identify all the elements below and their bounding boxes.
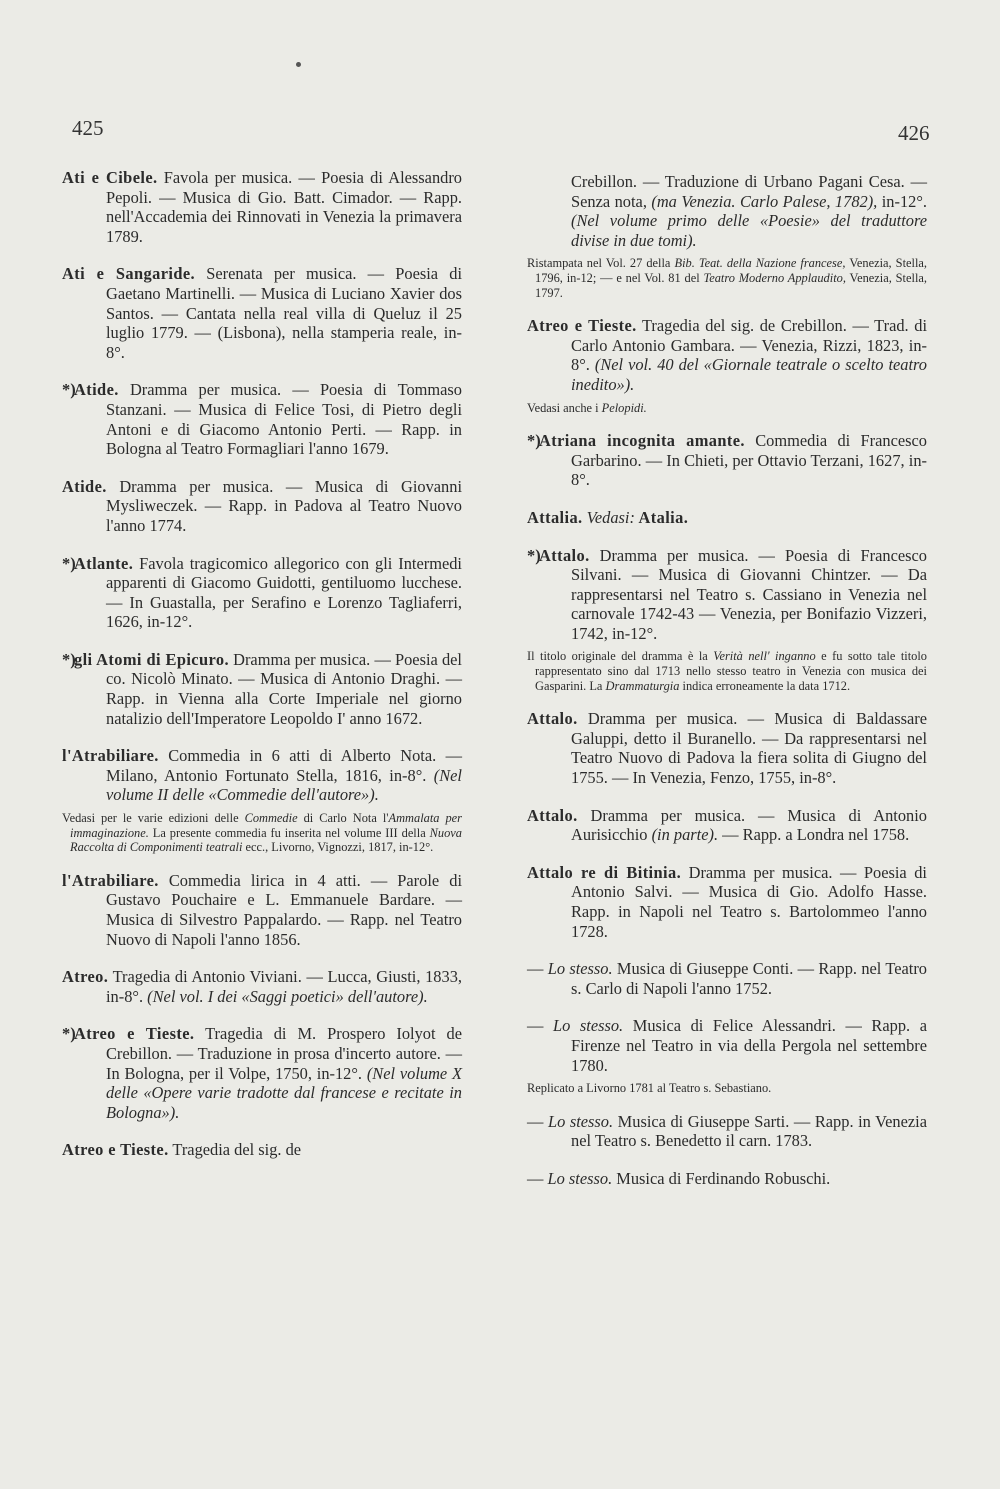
italic-text: Verità nell' inganno (713, 649, 816, 664)
entry-headword: Ati e Cibele. (62, 168, 158, 187)
catalog-entry (62, 168, 462, 246)
italic-text: (Nel vol. I dei «Saggi poetici» dell'autore). (147, 986, 428, 1006)
catalog-entry (62, 264, 462, 362)
entry-text: Venezia, Stella, 1797. (535, 270, 927, 300)
entry-headword: Atlante. (74, 553, 134, 573)
entry-text: Favola per musica. — Poesia di Alessandro Pepoli. — Musica di Gio. Batt. Cimador. — Rapp. nell'Accademia dei Rinnovati in Venezia la primavera 1789. (106, 168, 462, 246)
catalog-entry (62, 746, 462, 805)
entry-headword: Atide. (74, 380, 119, 400)
entry-text: Dramma per musica. — Poesia di Francesco Silvani. — Musica di Giovanni Chintzer. — Da rappresentarsi nel Teatro s. Cassiano in Venezia nel carnovale 1742-43 — Venezia, per Bonifazio Vizzeri, 1742, in-12°. (571, 545, 927, 643)
catalog-entry (527, 508, 927, 528)
entry-headword: gli Atomi di Epicuro. (74, 649, 229, 669)
asterisk-mark: *) (62, 553, 76, 573)
catalog-entry (527, 316, 927, 394)
entry-text: e fu sotto tale titolo rappresentato sino dal 1713 nello stesso teatro in Venezia con musica dei Gasparini. La (535, 649, 927, 693)
entry-text: Tragedia di M. Prospero Iolyot de Crebillon. — Traduzione in prosa d'incerto autore. — In Bologna, per il Volpe, 1750, in-12°. (106, 1024, 462, 1083)
entry-text: ecc., Livorno, Vignozzi, 1817, in-12°. (242, 840, 434, 855)
catalog-entry (527, 863, 927, 941)
entry-text: Musica di Ferdinando Robuschi. (612, 1168, 831, 1188)
entry-headword: Atreo e Tieste. (74, 1024, 195, 1044)
italic-text: Ammalata per immaginazione. (70, 811, 462, 840)
entry-text: Ristampata nel Vol. 27 della (527, 256, 675, 271)
entry-headword: l'Atrabiliare. (62, 746, 159, 766)
italic-text: Commedie (244, 811, 298, 826)
footnote (527, 401, 927, 416)
italic-text: (ma Venezia. Carlo Palese, 1782), (651, 191, 878, 211)
asterisk-mark: *) (62, 380, 76, 400)
catalog-entry (527, 546, 927, 644)
entry-text: indica erroneamente la data 1712. (679, 678, 851, 693)
entry-text: Dramma per musica. — Poesia di Antonio Salvi. — Musica di Gio. Adolfo Hasse. Rapp. in Napoli nel Teatro s. Bartolommeo l'anno 1728. (571, 862, 927, 941)
entry-text: Favola tragicomico allegorico con gli Intermedi apparenti di Giacomo Guidotti, gentiluomo lucchese. — In Guastalla, per Serafino e Lorenzo Tagliaferri, 1626, in-12°. (106, 553, 462, 632)
catalog-entry (527, 1016, 927, 1075)
entry-text: Dramma per musica. — Musica di Baldassare Galuppi, detto il Buranello. — Da rappresentarsi nel Teatro Nuovo di Padova la fiera solita di Giugno del 1755. — In Venezia, Fenzo, 1755, in-8°. (571, 709, 927, 788)
entry-headword: Attalo re di Bitinia. (527, 862, 682, 882)
entry-headword: Attalo. (527, 805, 578, 825)
italic-text: (Nel volume primo delle «Poesie» del traduttore divise in due tomi). (571, 211, 927, 250)
footnote (527, 649, 927, 693)
entry-text: Dramma per musica. — Poesia di Tommaso Stanzani. — Musica di Felice Tosi, di Pietro degli Antoni e di Giacomo Antonio Perti. — Rapp. in Bologna al Teatro Formagliari l'anno 1679. (106, 380, 462, 459)
italic-text: Vedasi: (586, 507, 635, 527)
catalog-entry (62, 554, 462, 632)
italic-text: (in parte). (651, 825, 719, 845)
entry-text: Dramma per musica. — Musica di Antonio Aurisicchio (571, 805, 927, 845)
entry-text: Serenata per musica. — Poesia di Gaetano Martinelli. — Musica di Luciano Xavier dos Santos. — Cantata nella real villa di Queluz il 25 luglio 1779. — (Lisbona), nella stamperia reale, in-8°. (106, 264, 462, 362)
right-column (527, 172, 927, 1207)
entry-text: — (527, 1016, 553, 1036)
catalog-entry (527, 959, 927, 998)
italic-text: Teatro Moderno Applaudito, (703, 270, 846, 285)
entry-text: Dramma per musica. — Poesia del co. Nicolò Minato. — Musica di Antonio Draghi. — Rapp. in Vienna alla Corte Imperiale nel giorno natalizio dell'Imperatore Leopoldo I' anno 1672. (106, 649, 462, 728)
catalog-entry (527, 431, 927, 490)
entry-text: Vedasi anche i (527, 400, 602, 415)
entry-text: Tragedia del sig. de (168, 1140, 302, 1160)
footnote (527, 1081, 927, 1096)
catalog-entry (62, 1140, 462, 1160)
catalog-entry (527, 1112, 927, 1151)
italic-text: (Nel vol. 40 del «Giornale teatrale o scelto teatro inedito»). (571, 355, 927, 394)
page-number-left: 425 (72, 116, 104, 140)
footnote (62, 811, 462, 855)
catalog-entry (62, 477, 462, 536)
entry-headword: Atide. (62, 476, 107, 496)
entry-text: — Rapp. a Londra nel 1758. (718, 825, 910, 845)
entry-headword: Atreo e Tieste. (527, 316, 637, 336)
entry-text: Dramma per musica. — Musica di Giovanni Mysliweczek. — Rapp. in Padova al Teatro Nuovo l'anno 1774. (106, 476, 462, 535)
entry-text: Musica di Giuseppe Conti. — Rapp. nel Teatro s. Carlo di Napoli l'anno 1752. (571, 959, 928, 998)
italic-text: Lo stesso. (547, 1111, 614, 1131)
entry-continuation (527, 172, 927, 250)
entry-headword: Ati e Sangaride. (62, 264, 196, 284)
entry-text: Tragedia del sig. de Crebillon. — Trad. di Carlo Antonio Gambara. — Venezia, Rizzi, 1823, in-8°. (571, 316, 927, 375)
entry-text: Vedasi per le varie edizioni delle (62, 811, 245, 826)
catalog-entry (62, 1024, 462, 1122)
catalog-entry (527, 1169, 927, 1189)
asterisk-mark: *) (62, 649, 76, 669)
entry-headword: Atalia. (634, 507, 689, 527)
italic-text: Lo stesso. (552, 1016, 624, 1036)
entry-headword: Attalo. (527, 709, 578, 729)
entry-headword: Attalia. (527, 507, 583, 527)
entry-headword: Attalo. (539, 545, 590, 565)
entry-text: Musica di Giuseppe Sarti. — Rapp. in Venezia nel Teatro s. Benedetto il carn. 1783. (571, 1111, 927, 1151)
catalog-entry (62, 967, 462, 1006)
asterisk-mark: *) (527, 431, 541, 451)
entry-text: Commedia in 6 atti di Alberto Nota. — Milano, Antonio Fortunato Stella, 1816, in-8°. (106, 746, 462, 785)
catalog-entry (62, 650, 462, 728)
italic-text: Pelopidi. (601, 400, 647, 415)
entry-text: di Carlo Nota l' (297, 811, 389, 826)
italic-text: Nuova Raccolta di Componimenti teatrali (70, 825, 462, 855)
italic-text: (Nel volume X delle «Opere varie tradotte dal francese e recitate in Bologna»). (106, 1063, 462, 1122)
asterisk-mark: *) (527, 545, 541, 565)
entry-text: Replicato a Livorno 1781 al Teatro s. Sebastiano. (527, 1081, 772, 1096)
entry-text: Crebillon. — Traduzione di Urbano Pagani Cesa. — Senza nota, (571, 172, 927, 211)
catalog-entry (527, 806, 927, 845)
entry-headword: Atreo. (62, 967, 109, 987)
entry-text: — (527, 1111, 548, 1131)
italic-text: Bib. Teat. della Nazione francese, (674, 256, 846, 271)
entry-text: Tragedia di Antonio Viviani. — Lucca, Giusti, 1833, in-8°. (106, 967, 462, 1006)
entry-text: in-12°. (877, 191, 927, 211)
entry-text: Il titolo originale del dramma è la (527, 649, 714, 664)
entry-headword: l'Atrabiliare. (62, 870, 159, 890)
entry-headword: Atreo e Tieste. (62, 1140, 169, 1160)
entry-text: Commedia lirica in 4 atti. — Parole di Gustavo Pouchaire e L. Emmanuele Bardare. — Musica di Silvestro Pappalardo. — Rapp. nel Teatro Nuovo di Napoli l'anno 1856. (106, 870, 462, 949)
entry-headword: Atriana incognita amante. (539, 431, 745, 451)
entry-text: — (527, 1168, 548, 1188)
entry-text: — (527, 959, 548, 979)
italic-text: Lo stesso. (547, 1168, 613, 1188)
entry-text: Commedia di Francesco Garbarino. — In Chieti, per Ottavio Terzani, 1627, in-8°. (571, 431, 927, 490)
page-number-right: 426 (898, 121, 930, 145)
left-column (62, 168, 462, 1178)
asterisk-mark: *) (62, 1024, 76, 1044)
italic-text: (Nel volume II delle «Commedie dell'autore»). (106, 765, 462, 805)
ink-dot (296, 62, 301, 67)
entry-text: Musica di Felice Alessandri. — Rapp. a Firenze nel Teatro in via della Pergola nel settembre 1780. (571, 1016, 927, 1075)
catalog-entry (527, 709, 927, 787)
entry-text: La presente commedia fu inserita nel volume III della (148, 825, 430, 840)
catalog-entry (62, 871, 462, 949)
footnote (527, 256, 927, 300)
entry-text: Venezia, Stella, 1796, in-12; — e nel Vol. 81 del (535, 256, 927, 285)
italic-text: Drammaturgia (605, 678, 680, 693)
catalog-entry (62, 380, 462, 458)
italic-text: Lo stesso. (547, 959, 613, 979)
